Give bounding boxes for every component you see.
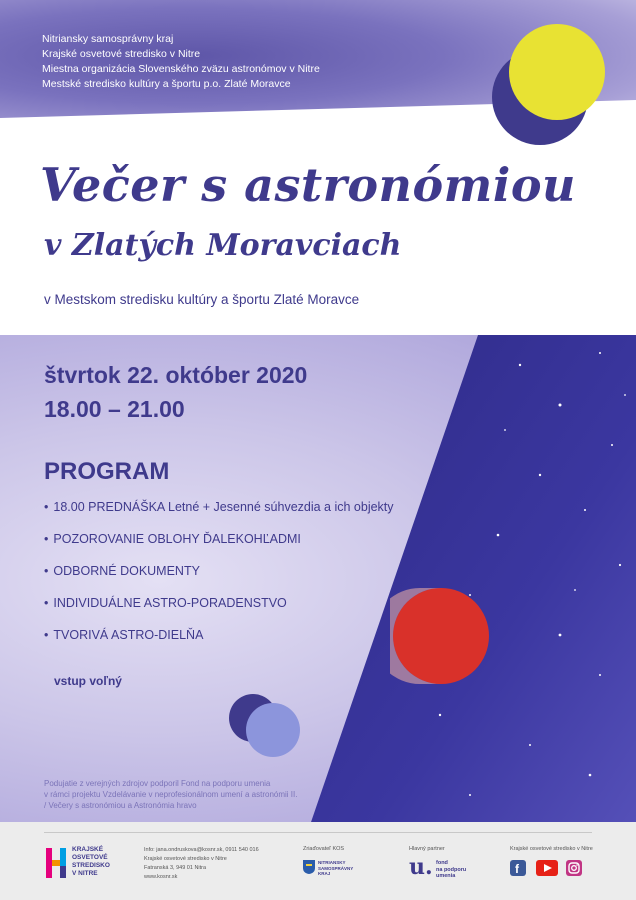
partner-name-line: fond [436, 860, 448, 866]
bullet: • [44, 532, 49, 546]
program-heading: PROGRAM [44, 458, 170, 485]
event-time: 18.00 – 21.00 [44, 396, 185, 422]
kos-name-line: KRAJSKÉ [72, 846, 104, 853]
footer-divider [44, 832, 592, 833]
program-item [44, 628, 394, 660]
admission-text: vstup voľný [54, 674, 122, 688]
blue-planets-graphic [225, 692, 305, 760]
event-date: štvrtok 22. október 2020 [44, 362, 308, 388]
nitra-region-crest-icon [303, 860, 315, 874]
program-item [44, 596, 394, 628]
contact-line: Fatranská 3, 949 01 Nitra [144, 865, 207, 871]
contact-line: Krajské osvetové stredisko v Nitre [144, 856, 227, 862]
kos-name-line: OSVETOVÉ [72, 854, 108, 861]
organizers-list [42, 32, 320, 92]
founder-label: Zriaďovateľ KOS [303, 846, 345, 852]
youtube-icon[interactable] [536, 860, 558, 876]
instagram-icon[interactable] [566, 860, 582, 876]
funding-note [44, 778, 364, 811]
funding-line: Podujatie z verejných zdrojov podporil Fond na podporu umenia [44, 779, 271, 788]
program-list [44, 500, 394, 660]
red-planet-graphic [390, 585, 492, 687]
kos-name [72, 846, 110, 878]
svg-text:f: f [515, 862, 519, 876]
organizer-line: Mestské stredisko kultúry a športu p.o. Zlaté Moravce [42, 78, 291, 90]
website-link[interactable]: www.kosnr.sk [144, 874, 178, 880]
program-item-label: ODBORNÉ DOKUMENTY [53, 564, 200, 578]
bullet: • [44, 500, 49, 514]
moon-graphic [490, 22, 610, 152]
program-item-label: POZOROVANIE OBLOHY ĎALEKOHĽADMI [53, 532, 301, 546]
event-subtitle: v Zlatých Moravciach [44, 228, 402, 263]
founder-name-line: NITRIANSKY [318, 860, 346, 865]
program-item-label: INDIVIDUÁLNE ASTRO-PORADENSTVO [53, 596, 287, 610]
facebook-icon[interactable] [510, 860, 526, 876]
funding-line: v rámci projektu Vzdelávanie v neprofesionálnom umení a astronómii II. [44, 790, 298, 799]
partner-name-line: na podporu [436, 866, 467, 873]
program-item-label: TVORIVÁ ASTRO-DIELŇA [53, 628, 204, 642]
organizer-line: Miestna organizácia Slovenského zväzu astronómov v Nitre [42, 63, 320, 75]
bullet: • [44, 564, 49, 578]
partner-name [436, 860, 466, 880]
partner-name-line: umenia [436, 873, 456, 879]
kos-name-line: V NITRE [72, 870, 98, 877]
bullet: • [44, 628, 49, 642]
contact-line[interactable]: Info: jana.ondruskova@kosnr.sk, 0911 540 016 [144, 847, 259, 853]
kos-logo-icon [46, 848, 68, 878]
partner-label: Hlavný partner [409, 846, 445, 852]
event-venue: v Mestskom stredisku kultúry a športu Zlaté Moravce [44, 292, 360, 307]
social-label: Krajské osvetové stredisko v Nitre [510, 846, 593, 852]
program-item [44, 500, 394, 532]
contact-info [144, 846, 259, 882]
program-item-label: 18.00 PREDNÁŠKA Letné + Jesenné súhvezdia a ich objekty [53, 500, 394, 514]
founder-name-line: SAMOSPRÁVNY [318, 865, 354, 871]
bullet: • [44, 596, 49, 610]
organizer-line: Krajské osvetové stredisko v Nitre [42, 48, 201, 60]
program-item [44, 532, 394, 564]
founder-name [318, 860, 353, 877]
kos-name-line: STREDISKO [72, 862, 110, 869]
funding-line: / Večery s astronómiou a Astronómia hravo [44, 801, 197, 810]
founder-name-line: KRAJ [318, 871, 331, 876]
fpu-logo-mark: u. [409, 854, 433, 880]
event-title: Večer s astronómiou [40, 158, 576, 212]
organizer-line: Nitriansky samosprávny kraj [42, 33, 174, 45]
program-item [44, 564, 394, 596]
